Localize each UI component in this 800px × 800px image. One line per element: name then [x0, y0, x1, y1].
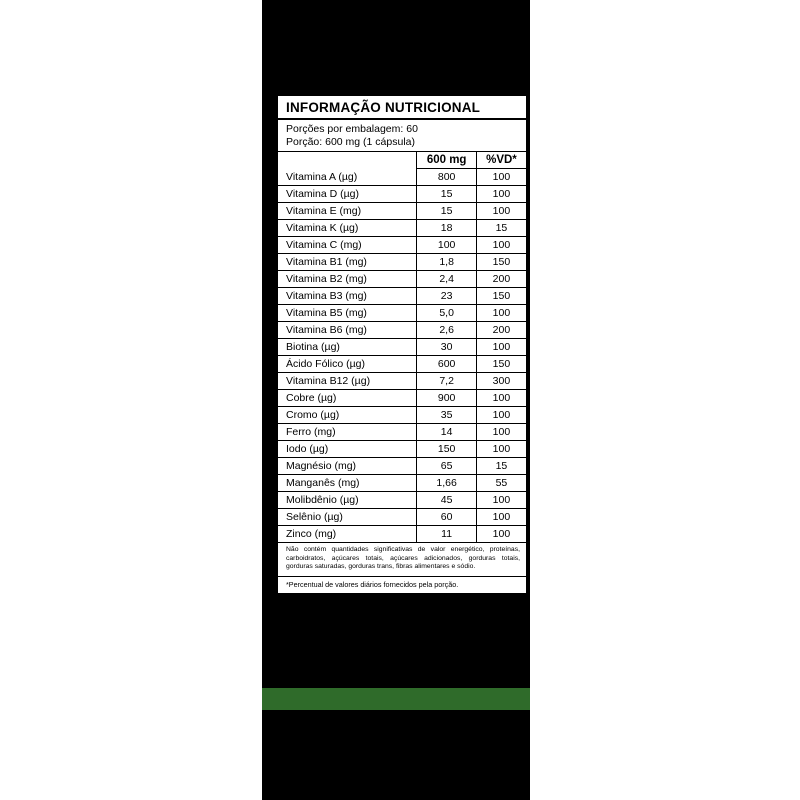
nutrient-daily-value: 100 [476, 186, 526, 203]
nutrient-amount: 2,6 [417, 322, 477, 339]
nutrient-amount: 900 [417, 390, 477, 407]
nutrient-daily-value: 100 [476, 441, 526, 458]
nutrient-name: Manganês (mg) [278, 475, 417, 492]
nutrient-daily-value: 15 [476, 220, 526, 237]
table-row [278, 441, 526, 458]
nutrient-amount: 23 [417, 288, 477, 305]
table-row [278, 186, 526, 203]
nutrient-daily-value: 100 [476, 407, 526, 424]
table-row [278, 424, 526, 441]
nutrient-daily-value: 55 [476, 475, 526, 492]
serving-info [278, 120, 526, 152]
header-daily-value: %VD* [476, 152, 526, 169]
nutrient-name: Vitamina B3 (mg) [278, 288, 417, 305]
nutrient-amount: 35 [417, 407, 477, 424]
nutrient-name: Vitamina D (µg) [278, 186, 417, 203]
nutrient-name: Vitamina K (µg) [278, 220, 417, 237]
table-row [278, 509, 526, 526]
header-amount: 600 mg [417, 152, 477, 169]
nutrient-amount: 60 [417, 509, 477, 526]
nutrient-daily-value: 100 [476, 424, 526, 441]
nutrient-amount: 15 [417, 203, 477, 220]
nutrient-name: Vitamina B5 (mg) [278, 305, 417, 322]
nutrition-table [278, 152, 526, 543]
table-row [278, 475, 526, 492]
table-row [278, 305, 526, 322]
table-row [278, 407, 526, 424]
table-row [278, 492, 526, 509]
table-row [278, 322, 526, 339]
serving-size: Porção: 600 mg (1 cápsula) [286, 135, 415, 148]
nutrient-amount: 30 [417, 339, 477, 356]
nutrient-daily-value: 100 [476, 509, 526, 526]
nutrient-daily-value: 100 [476, 237, 526, 254]
nutrient-daily-value: 15 [476, 458, 526, 475]
nutrient-name: Zinco (mg) [278, 526, 417, 543]
nutrient-amount: 150 [417, 441, 477, 458]
nutrient-daily-value: 100 [476, 492, 526, 509]
nutrient-daily-value: 100 [476, 169, 526, 186]
nutrient-name: Cobre (µg) [278, 390, 417, 407]
table-row [278, 288, 526, 305]
daily-value-note: *Percentual de valores diários fornecidos pela porção. [286, 579, 459, 589]
table-row [278, 356, 526, 373]
nutrient-amount: 45 [417, 492, 477, 509]
nutrient-name: Vitamina B6 (mg) [278, 322, 417, 339]
nutrient-name: Molibdênio (µg) [278, 492, 417, 509]
nutrient-amount: 15 [417, 186, 477, 203]
nutrition-facts-panel [278, 96, 526, 593]
panel-title: INFORMAÇÃO NUTRICIONAL [278, 96, 526, 120]
nutrient-name: Vitamina C (mg) [278, 237, 417, 254]
nutrient-daily-value: 100 [476, 390, 526, 407]
nutrient-daily-value: 100 [476, 339, 526, 356]
nutrient-amount: 7,2 [417, 373, 477, 390]
nutrient-name: Vitamina E (mg) [278, 203, 417, 220]
nutrient-amount: 1,66 [417, 475, 477, 492]
nutrient-name: Vitamina B1 (mg) [278, 254, 417, 271]
nutrition-footnote: Não contém quantidades significativas de valor energético, proteínas, carboidratos, açúcares totais, açúcares adicionados, gorduras totais, gorduras saturadas, gorduras trans, fibras alimentares e sódio. [278, 543, 526, 577]
nutrient-name: Vitamina A (µg) [278, 169, 417, 186]
nutrient-daily-value: 300 [476, 373, 526, 390]
nutrient-daily-value: 200 [476, 322, 526, 339]
nutrient-amount: 18 [417, 220, 477, 237]
green-accent-strip [262, 688, 530, 710]
nutrient-name: Selênio (µg) [278, 509, 417, 526]
nutrient-amount: 2,4 [417, 271, 477, 288]
nutrient-amount: 5,0 [417, 305, 477, 322]
nutrient-daily-value: 100 [476, 526, 526, 543]
nutrient-name: Ferro (mg) [278, 424, 417, 441]
table-row [278, 390, 526, 407]
table-header-row [278, 152, 526, 169]
nutrient-daily-value: 200 [476, 271, 526, 288]
nutrient-daily-value: 150 [476, 254, 526, 271]
nutrient-name: Iodo (µg) [278, 441, 417, 458]
nutrient-amount: 800 [417, 169, 477, 186]
table-header [278, 152, 526, 169]
nutrient-name: Magnésio (mg) [278, 458, 417, 475]
nutrient-daily-value: 100 [476, 203, 526, 220]
nutrient-daily-value: 150 [476, 288, 526, 305]
nutrient-daily-value: 150 [476, 356, 526, 373]
table-row [278, 373, 526, 390]
table-row [278, 169, 526, 186]
nutrient-amount: 100 [417, 237, 477, 254]
nutrient-daily-value: 100 [476, 305, 526, 322]
nutrient-name: Vitamina B12 (µg) [278, 373, 417, 390]
table-row [278, 339, 526, 356]
table-row [278, 220, 526, 237]
table-body [278, 169, 526, 543]
nutrient-name: Cromo (µg) [278, 407, 417, 424]
nutrient-amount: 600 [417, 356, 477, 373]
table-row [278, 526, 526, 543]
nutrient-amount: 14 [417, 424, 477, 441]
table-row [278, 271, 526, 288]
nutrient-amount: 1,8 [417, 254, 477, 271]
nutrient-amount: 65 [417, 458, 477, 475]
nutrient-name: Vitamina B2 (mg) [278, 271, 417, 288]
table-row [278, 237, 526, 254]
servings-per-package: Porções por embalagem: 60 [286, 123, 418, 135]
header-nutrient [278, 152, 417, 169]
table-row [278, 458, 526, 475]
table-row [278, 254, 526, 271]
nutrient-name: Ácido Fólico (µg) [278, 356, 417, 373]
nutrient-name: Biotina (µg) [278, 339, 417, 356]
nutrient-amount: 11 [417, 526, 477, 543]
table-row [278, 203, 526, 220]
